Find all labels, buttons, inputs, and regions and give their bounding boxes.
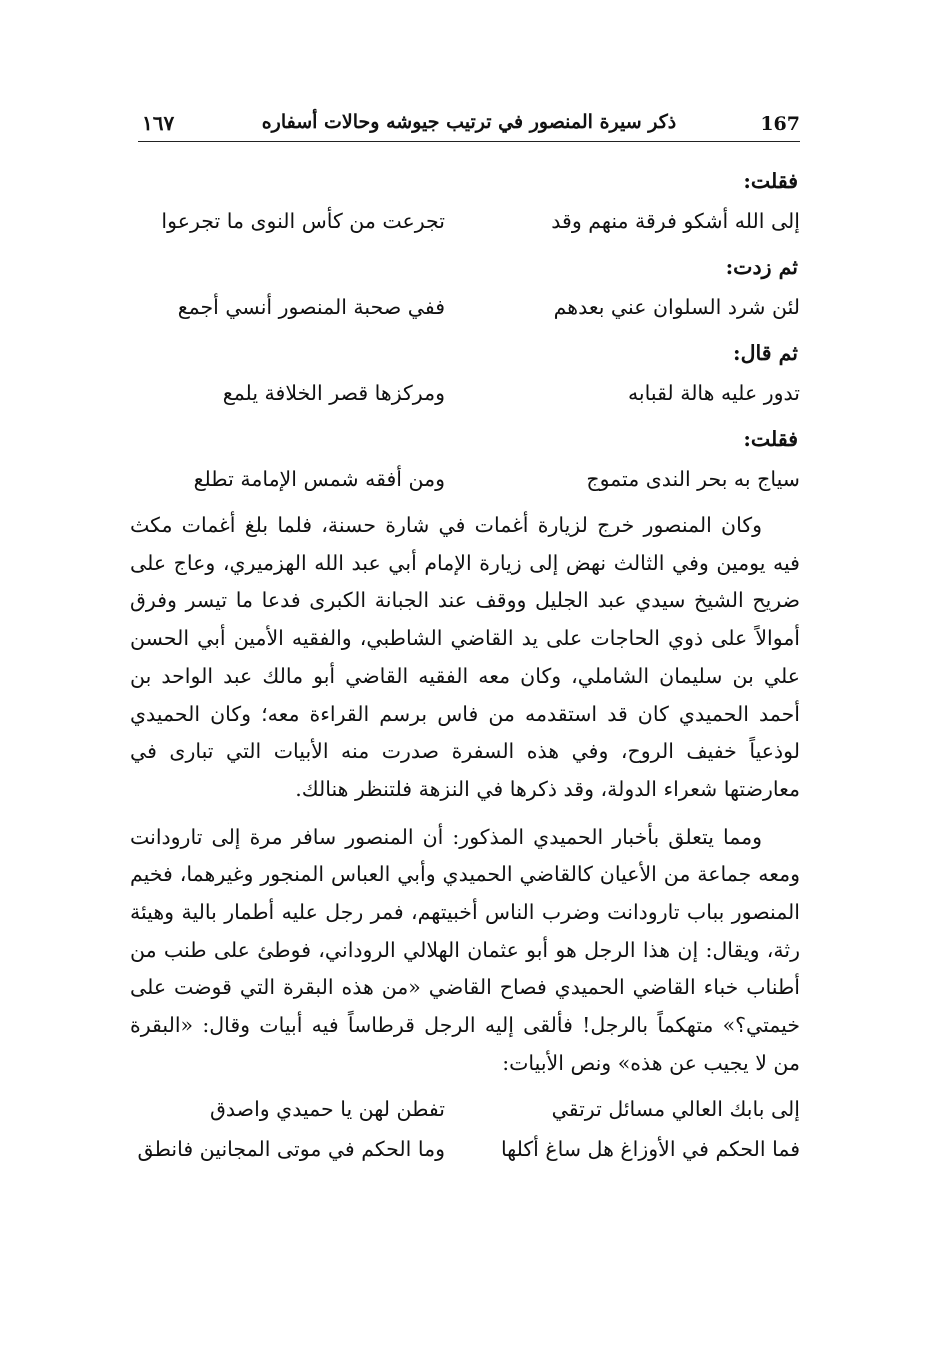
verse-first-hemistich: لئن شرد السلوان عني بعدهم <box>553 295 800 319</box>
verse-first-hemistich: تدور عليه هالة لقبابه <box>627 381 800 405</box>
poem-block-1 <box>130 163 800 507</box>
poem-block-2 <box>130 1093 800 1173</box>
verse-line <box>130 463 800 507</box>
page-number-latin: 167 <box>760 113 800 135</box>
paragraph: ومما يتعلق بأخبار الحميدي المذكور: أن المنصور سافر مرة إلى تارودانت ومعه جماعة من الأعيان كالقاضي الحميدي وأبي العباس المنجور وغيرهما، فخيم المنصور بباب تارودانت وضرب الناس أخبيتهم، فمر رجل عليه أطمار بالية وهيئة رثة، ويقال: إن هذا الرجل هو أبو عثمان الهلالي الروداني، فوطئ على طنب من أطناب خباء القاضي الحميدي فصاح القاضي «من هذه البقرة التي قوضت على خيمتي؟» متهكماً بالرجل! فألقى إليه الرجل قرطاساً فيه أبيات وقال: «البقرة من لا يجيب عن هذه» ونص الأبيات: <box>130 824 800 1075</box>
verse-intro: ثم قال: <box>733 341 798 365</box>
verse-line <box>130 291 800 335</box>
page-number-arabic: ١٦٧ <box>142 111 175 135</box>
verse-intro: فقلت: <box>743 169 798 193</box>
verse-second-hemistich: ففي صحبة المنصور أنسي أجمع <box>177 295 445 319</box>
verse-line <box>130 1093 800 1133</box>
verse-line <box>130 205 800 249</box>
page-body <box>130 163 800 1173</box>
verse-intro: ثم زدت: <box>725 255 798 279</box>
running-title: ذكر سيرة المنصور في ترتيب جيوشه وحالات أسفاره <box>261 111 677 133</box>
verse-second-hemistich: ومركزها قصر الخلافة يلمع <box>222 381 445 405</box>
paragraph: وكان المنصور خرج لزيارة أغمات في شارة حسنة، فلما بلغ أغمات مكث فيه يومين وفي الثالث نهض إلى زيارة الإمام أبي عبد الله الهزميري، وعاج على ضريح الشيخ سيدي عبد الجليل ووقف عند الجبانة الكبرى فدعا ما تيسر وفرق أموالاً على ذوي الحاجات على يد القاضي الشاطبي، والفقيه الأمين أبي الحسن علي بن سليمان الشاملي، وكان معه الفقيه القاضي أبو مالك عبد الواحد بن أحمد الحميدي كان قد استقدمه من فاس برسم القراءة معه؛ وكان الحميدي لوذعياً خفيف الروح، وفي هذه السفرة صدرت منه الأبيات التي تبارى في معارضتها شعراء الدولة، وقد ذكرها في النزهة فلتنظر هنالك. <box>130 513 800 801</box>
verse-first-hemistich: سياج به بحر الندى متموج <box>586 467 800 491</box>
verse-second-hemistich: تفطن لهن يا حميدي واصدق <box>210 1096 445 1121</box>
prose-section <box>130 507 800 1083</box>
verse-first-hemistich: إلى الله أشكو فرقة منهم وقد <box>551 209 800 233</box>
verse-line <box>130 1133 800 1173</box>
verse-intro: فقلت: <box>743 427 798 451</box>
verse-first-hemistich: إلى بابك العالي مسائل ترتقي <box>551 1096 800 1121</box>
verse-line <box>130 377 800 421</box>
verse-second-hemistich: ومن أفقه شمس الإمامة تطلع <box>193 467 445 491</box>
verse-second-hemistich: وما الحكم في موتى المجانين فانطق <box>137 1136 445 1161</box>
verse-second-hemistich: تجرعت من كأس النوى ما تجرعوا <box>161 209 445 233</box>
running-header <box>138 105 800 142</box>
verse-first-hemistich: فما الحكم في الأوزاغ هل ساغ أكلها <box>500 1136 800 1161</box>
